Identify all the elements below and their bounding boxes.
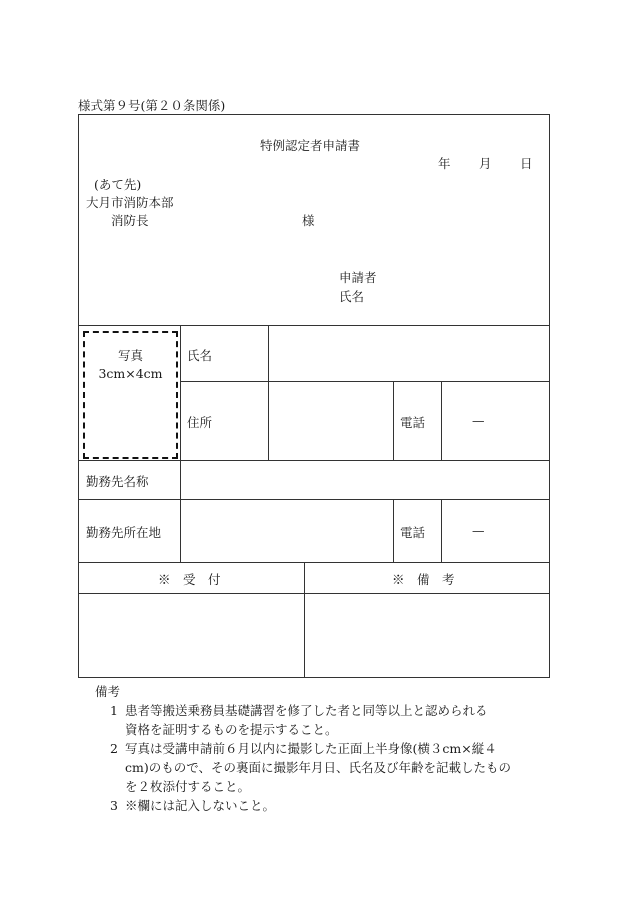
- remarks-label: ※ 備 考: [392, 572, 455, 587]
- divider-address-workplace: [78, 460, 550, 461]
- divider-phone-label-right: [441, 381, 442, 460]
- note-number: 2: [110, 741, 118, 756]
- divider-workplace-office: [78, 562, 550, 563]
- address-label: 住所: [187, 415, 213, 430]
- name-label: 氏名: [187, 348, 213, 363]
- divider-top-section: [78, 325, 550, 326]
- reception-label: ※ 受 付: [158, 572, 221, 587]
- divider-workplace-name-address: [78, 499, 550, 500]
- divider-workplace-phone-left: [393, 499, 394, 562]
- divider-phone-label-left: [393, 381, 394, 460]
- note-line: 患者等搬送乗務員基礎講習を修了した者と同等以上と認められる: [125, 703, 488, 718]
- date-day-label: 日: [520, 156, 533, 171]
- workplace-name-label: 勤務先名称: [86, 474, 149, 489]
- divider-label-column: [180, 325, 181, 562]
- workplace-phone-label: 電話: [400, 525, 426, 540]
- note-line: 資格を証明するものを提示すること。: [125, 722, 338, 737]
- applicant-name-label: 氏名: [339, 289, 365, 304]
- addressee-honorific: 様: [302, 213, 315, 228]
- workplace-phone-separator: —: [472, 523, 485, 538]
- notes-title: 備考: [95, 684, 121, 699]
- divider-office-header: [78, 593, 550, 594]
- date-year-label: 年: [438, 156, 451, 171]
- workplace-address-label: 勤務先所在地: [86, 525, 162, 540]
- addressee-prefix: (あて先): [94, 177, 142, 192]
- divider-name-address: [180, 381, 550, 382]
- addressee-position: 消防長: [111, 213, 149, 228]
- note-line: 写真は受講申請前６月以内に撮影した正面上半身像(横３cm×縦４: [125, 741, 497, 756]
- applicant-label: 申請者: [339, 270, 377, 285]
- phone-separator: —: [472, 413, 485, 428]
- form-title: 特例認定者申請書: [260, 138, 361, 153]
- phone-label: 電話: [400, 415, 426, 430]
- divider-value-column: [268, 325, 269, 460]
- note-number: 1: [110, 703, 118, 718]
- divider-office-column: [304, 562, 305, 678]
- note-number: 3: [110, 798, 118, 813]
- photo-size-label: 3cm×4cm: [98, 366, 163, 381]
- note-line: ※欄には記入しないこと。: [125, 798, 276, 813]
- date-month-label: 月: [479, 156, 492, 171]
- form-number: 様式第９号(第２０条関係): [78, 98, 226, 113]
- divider-workplace-phone-right: [441, 499, 442, 562]
- photo-label: 写真: [117, 348, 143, 363]
- note-line: を２枚添付すること。: [125, 779, 251, 794]
- addressee-organization: 大月市消防本部: [86, 195, 174, 210]
- note-line: cm)のもので、その裏面に撮影年月日、氏名及び年齢を記載したもの: [125, 760, 511, 775]
